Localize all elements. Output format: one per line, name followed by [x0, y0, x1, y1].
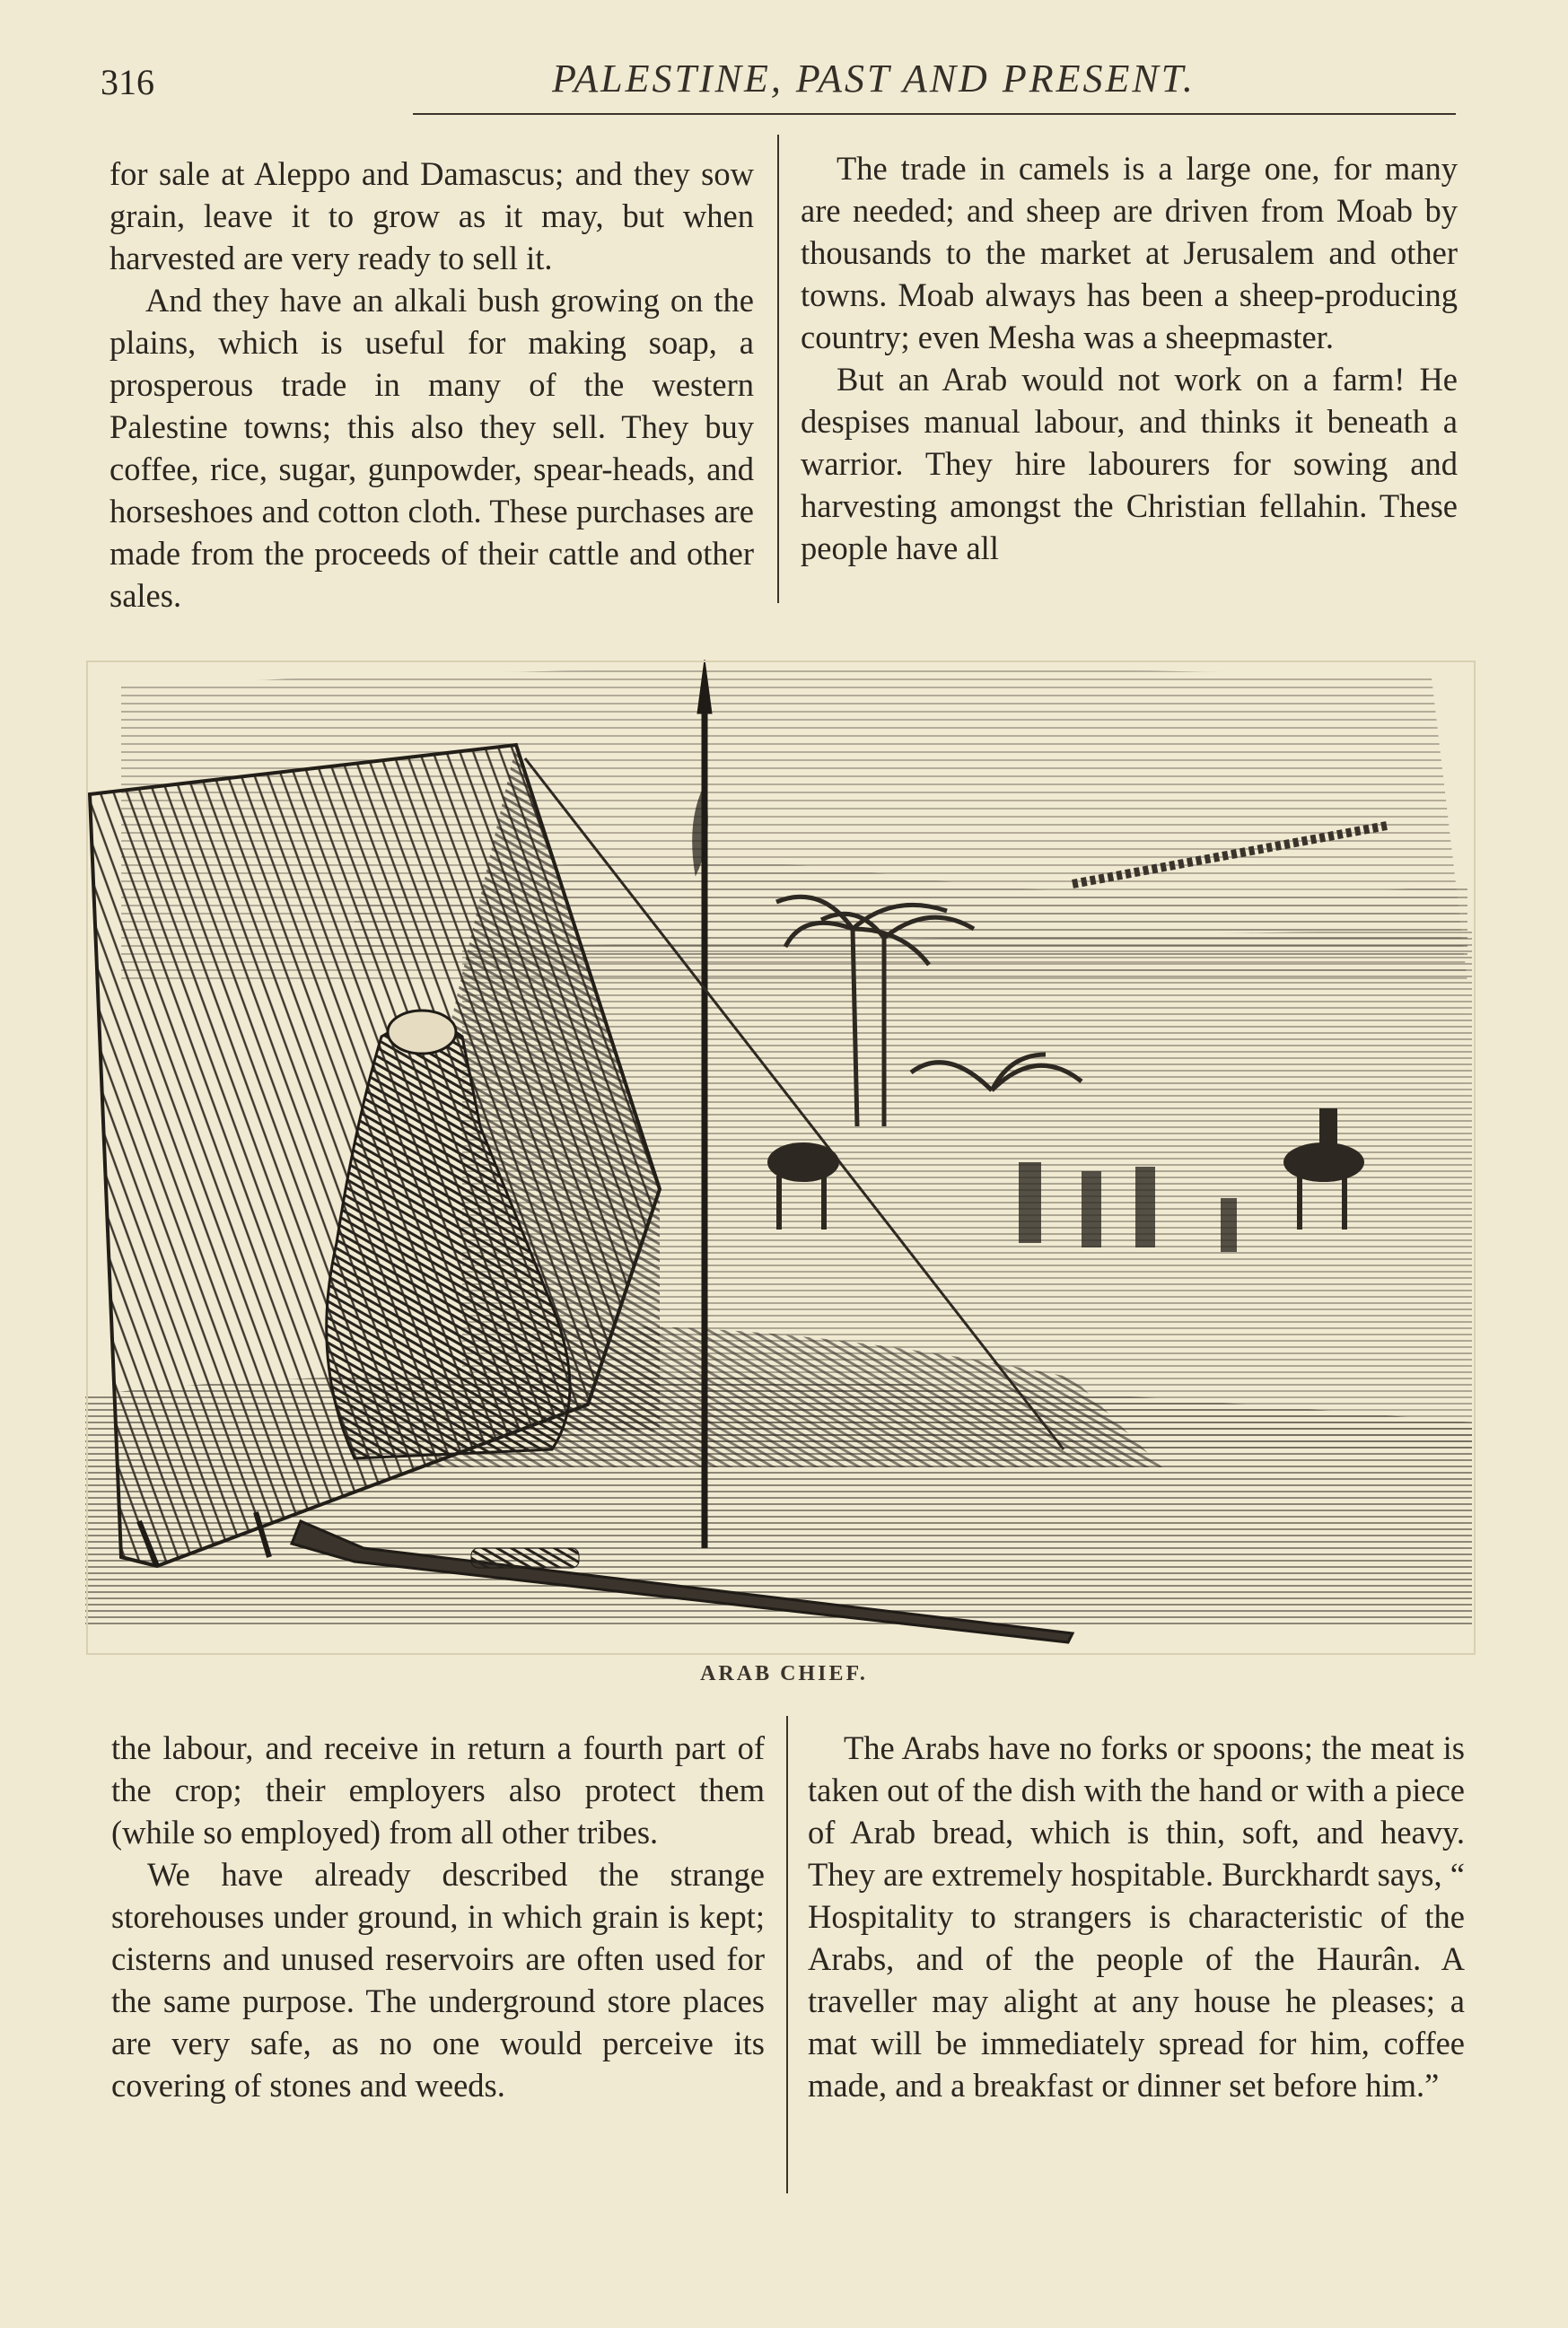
column-bottom-left	[111, 1727, 765, 2106]
column-divider-bottom	[786, 1716, 788, 2193]
page-number: 316	[101, 62, 154, 102]
column-bottom-right	[808, 1727, 1465, 2106]
column-divider-top	[777, 135, 779, 603]
paragraph: And they have an alkali bush growing on the plains, which is useful for making soap, a prosperous trade in many of the western Palestine towns; this also they sell. They buy coffee, rice, sugar, gunpowder, spear-heads, and horseshoes and cotton cloth. These purchases are made from the proceeds of their cattle and other sales.	[109, 282, 754, 614]
paragraph: The trade in camels is a large one, for many are needed; and sheep are driven from Moab by thousands to the market at Jerusalem and other towns. Moab always has been a sheep-producing country; even Mesha was a sheepmaster.	[801, 150, 1458, 355]
header-rule	[413, 113, 1456, 115]
running-head: PALESTINE, PAST AND PRESENT.	[552, 57, 1196, 101]
paragraph: for sale at Aleppo and Damascus; and they sow grain, leave it to grow as it may, but when harvested are very ready to sell it.	[109, 155, 754, 276]
paragraph: The Arabs have no forks or spoons; the meat is taken out of the dish with the hand or with a piece of Arab bread, which is thin, soft, and heavy. They are extremely hospitable. Burckhardt says, “ Hospitality to strangers is characteristic of the Arabs, and of the people of the Haurân. A traveller may alight at any house he pleases; a mat will be immediately spread for him, coffee made, and a breakfast or dinner set before him.”	[808, 1729, 1465, 2104]
paragraph: We have already described the strange storehouses under ground, in which grain is kept; cisterns and unused reservoirs are often used for the same purpose. The underground store places are very safe, as no one would perceive its covering of stones and weeds.	[111, 1856, 765, 2104]
paragraph: the labour, and receive in return a fourth part of the crop; their employers also protect them (while so employed) from all other tribes.	[111, 1729, 765, 1851]
illustration-caption: ARAB CHIEF.	[700, 1662, 868, 1685]
engraving-arab-chief	[85, 660, 1476, 1656]
column-top-right	[801, 147, 1458, 569]
paragraph: But an Arab would not work on a farm! He despises manual labour, and thinks it beneath a warrior. They hire labourers for sowing and harvesting amongst the Christian fellahin. These people have all	[801, 361, 1458, 566]
column-top-left	[109, 153, 754, 617]
